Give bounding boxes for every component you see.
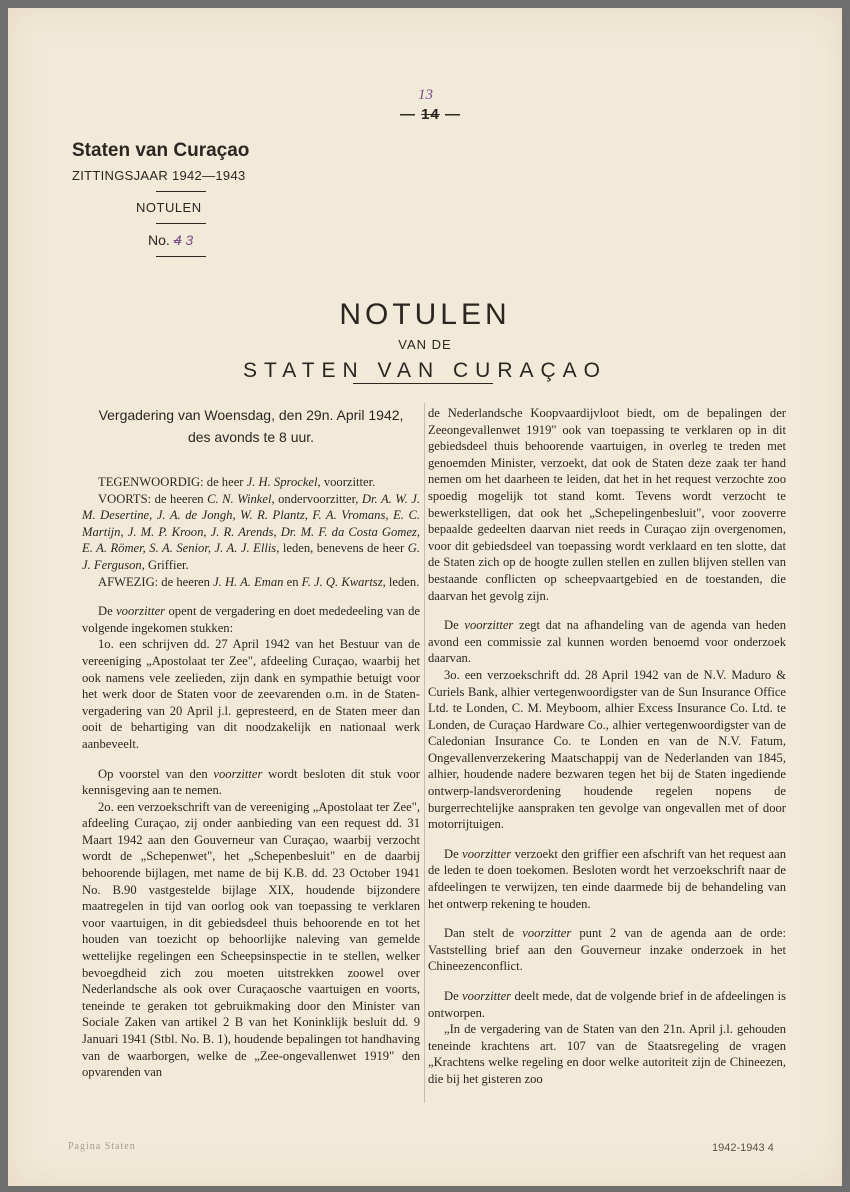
paragraph-chair-request: De voorzitter verzoekt den griffier een afschrift van het request aan de leden te doen toekomen. Besloten wordt het verzoekschrift naar de afdeelingen te verwijzen, ten einde daarmede bij de behandeling van het ontwerp rekening te houden. [428,846,786,911]
meeting-heading [82,404,420,448]
divider [156,191,206,192]
paragraph-letter-text: „In de vergadering van de Staten van den 21n. April j.l. gehouden teneinde krachtens art. 107 van de Staatsregeling de vragen „Krachtens welke regeling en door welke autoriteit zijn de Chineezen, die bij het gisteren zoo [428,1022,786,1086]
masthead [72,140,282,265]
minutes-number-label: No. [148,232,170,248]
page-number-struck: 14 [421,106,440,123]
meeting-date: Vergadering van Woensdag, den 29n. April 1942, [98,407,404,423]
paragraph-item-2-continued: de Nederlandsche Koopvaardijvloot biedt, om de bepalingen der Zeeongevallenwet 1919" ook van toepassing te verklaren op in dit gebiedsdeel thuis behoorende vaartuigen, in overleg te treden met genoemden Minister, verzoekt, dat ook de Staten deze zaak ter hand nemen om het daarheen te leiden, dat het in het request verzochte zoo spoedig mogelijk tot stand komt. Tevens wordt verzocht te bewerkstelligen, dat ook het „Schepelingenbesluit", voor zooverre bepaalde gedeelten daarvan niet reeds in Curaçao zijn overgenomen, voor dit gebiedsdeel van toepassing wordt verklaard en ten slotte, dat de Staten zich op de hoogte zullen stellen en zullen blijven stellen van bestaande conflicten op scheepvaartgebied en de toestanden, die daarvan het gevolg zijn. [428,406,786,603]
page-number-handwritten: 13 [418,87,433,103]
paragraph-decision-1: Op voorstel van den voorzitter wordt besloten dit stuk voor kennisgeving aan te nemen. [82,766,420,798]
footer-stamp: Pagina Staten [68,1141,136,1152]
paragraph-agenda-point-2: Dan stelt de voorzitter punt 2 van de agenda aan de orde: Vaststelling brief aan den Gouverneur inzake onderzoek in het Chineezenconflict. [428,926,786,974]
minutes-number [72,232,282,248]
session-year: ZITTINGSJAAR 1942—1943 [72,168,246,183]
main-title-van-de: VAN DE [398,337,452,352]
paragraph-draft-letter: De voorzitter deelt mede, dat de volgende brief in de afdeelingen is ontworpen. [428,989,786,1020]
column-divider [424,403,425,1103]
meeting-time: des avonds te 8 uur. [187,429,315,445]
paragraph-item-3: 3o. een verzoekschrift dd. 28 April 1942 van de N.V. Maduro & Curiels Bank, alhier vertegenwoordigster van de Sun Insurance Office Ltd. te Londen, C. M. Meyboom, alhier Excess Insurance Co. Ltd. te Londen, de Curaçao Hardware Co., alhier vertegenwoordigster van de Caledonian Insurance Co. te Londen en van de N.V. Fatum, Ongevallenverzekering Maatschappij van de Nederlanden van 1845, alhier, houdende nadere bezwaren tegen het bij de Staten ingediende ontwerp-landsverordening houdende regelen nopens de burgerrechtelijke aanspraken ten gevolge van ongevallen met of door motorrijtuigen. [428,667,786,832]
divider [156,223,206,224]
paragraph-item-1: 1o. een schrijven dd. 27 April 1942 van het Bestuur van de vereeniging „Apostolaat ter Zee", afdeeling Curaçao, waarbij het ook namens vele zeelieden, zijn dank en sympathie betuigt voor het werk door de Staten voor de zeevarenden o.m. in de Staten-vergadering van 20 April j.l. gepresteerd, en de Staten meer dan ooit de behartiging van dit noodzakelijk en nationaal werk aanbeveelt. [82,637,420,751]
minutes-number-struck: 4 [173,232,182,248]
paragraph-present: TEGENWOORDIG: de heer J. H. Sprockel, voorzitter. [98,475,376,489]
paragraph-also-present: VOORTS: de heeren C. N. Winkel, ondervoorzitter, Dr. A. W. J. M. Desertine, J. A. de Jongh, W. R. Plantz, F. A. Vromans, E. C. Martijn, J. M. P. Kroon, J. R. Arends, Dr. M. F. da Costa Gomez, E. A. Römer, S. A. Senior, J. A. J. Ellis, leden, benevens de heer G. J. Ferguson, Griffier. [82,491,421,572]
main-title: NOTULEN [339,298,511,331]
right-column [428,405,786,1088]
masthead-notulen: NOTULEN [136,200,202,215]
minutes-number-handwritten: 3 [185,232,194,248]
main-title-staten: STATEN VAN CURAÇAO [242,359,608,382]
divider [156,256,206,257]
masthead-title: Staten van Curaçao [72,140,250,161]
paragraph-item-2: 2o. een verzoekschrift van de vereeniging „Apostolaat ter Zee", afdeeling Curaçao, zij onder aanbieding van een request dd. 31 Maart 1942 aan den Gouverneur van Curaçao, waarbij verzocht wordt de „Schepenwet", het „Schepenbesluit" en de daarbij behoorende bijlagen, met name de bij K.B. dd. 23 October 1941 No. B.90 vastgestelde bijlage XIX, houdende bijzondere maatregelen in tijd van oorlog ook van toepassing te verklaren voor vaartuigen, in dit gebiedsdeel thuis behoorende en tot het houden van toezicht op behoorlijke naleving van gemelde wettelijke regelingen een Scheepsinspectie in te stellen, welker bevoegdheid zich zou moeten uitstrekken zoowel over Nederlandsche als ook over Curaçaosche vaartuigen en voorts, teneinde te geraken tot gebruikmaking door den Minister van Sociale Zaken van artikel 2 B van het Koninklijk besluit dd. 9 Januari 1941 (Stbl. No. B. 1), houdende bepalingen tot handhaving van de waarborgen, welke de „Zee-ongevallenwet 1919" den opvarenden van [82,799,420,1080]
title-underline [353,383,493,384]
paragraph-opening: De voorzitter opent de vergadering en doet mededeeling van de volgende ingekomen stukken: [82,604,420,635]
left-column [82,474,420,1081]
footer-archive-number: 1942-1943 4 [712,1142,774,1154]
page-number: — 14 — [400,106,462,123]
paragraph-chair-commission: De voorzitter zegt dat na afhandeling van de agenda van heden avond een commissie zal kunnen worden benoemd voor onderzoek daarvan. [428,618,786,666]
paragraph-absent: AFWEZIG: de heeren J. H. A. Eman en F. J. Q. Kwartsz, leden. [98,574,420,589]
document-page [8,8,842,1186]
